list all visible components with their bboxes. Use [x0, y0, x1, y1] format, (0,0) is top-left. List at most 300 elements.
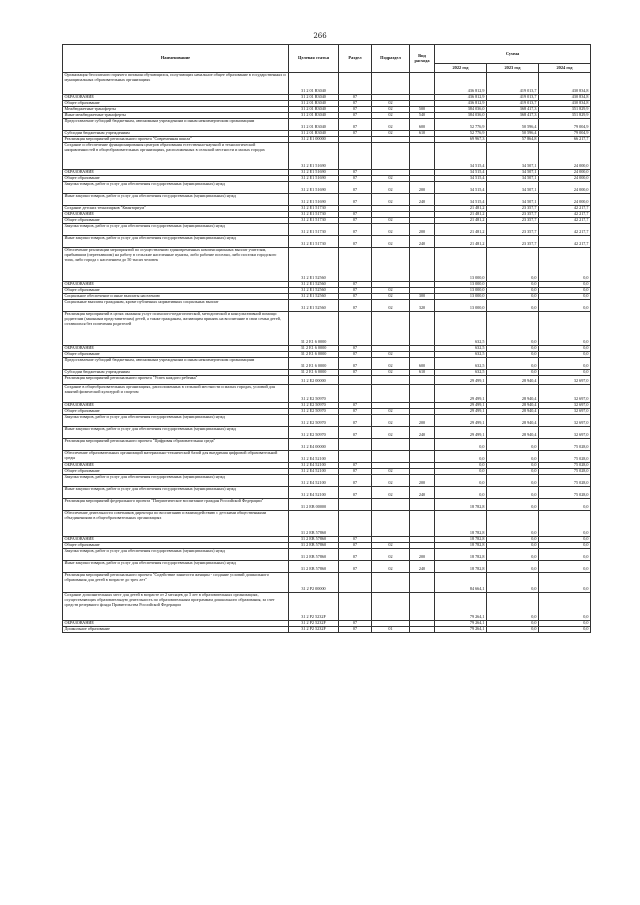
cell-sum-2024: 351 829,9	[539, 113, 591, 119]
cell-sum-2022: 0,0	[435, 439, 487, 451]
cell-section: 07	[339, 282, 372, 288]
cell-expense-type: 600	[410, 358, 435, 370]
cell-section: 07	[339, 131, 372, 137]
cell-subsection: 02	[372, 561, 410, 573]
cell-sum-2024: 24 000,0	[539, 182, 591, 194]
cell-name: Общее образование	[63, 409, 289, 415]
cell-section: 07	[339, 346, 372, 352]
cell-target-article: 31 2 01 R3040	[289, 101, 339, 107]
cell-sum-2023: 0,0	[487, 593, 539, 621]
cell-sum-2024: 0,0	[539, 549, 591, 561]
cell-target-article: 31 2 01 R3040	[289, 95, 339, 101]
cell-sum-2022: 18 782,8	[435, 543, 487, 549]
cell-sum-2022: 632,5	[435, 346, 487, 352]
table-body	[63, 73, 591, 633]
cell-sum-2023: 0,0	[487, 370, 539, 376]
cell-name: Реализация мероприятий регионального проекта "Современная школа"	[63, 137, 289, 143]
cell-subsection	[372, 376, 410, 385]
cell-sum-2024: 0,0	[539, 282, 591, 288]
cell-sum-2022: 84 664,1	[435, 573, 487, 593]
header-section: Раздел	[339, 45, 372, 73]
cell-sum-2022: 52 776,9	[435, 131, 487, 137]
cell-sum-2023: 0,0	[487, 621, 539, 627]
cell-expense-type	[410, 439, 435, 451]
cell-sum-2024: 0,0	[539, 346, 591, 352]
table-row	[63, 593, 591, 621]
cell-sum-2022: 0,0	[435, 487, 487, 499]
cell-sum-2024: 79 004,9	[539, 119, 591, 131]
header-expense-type: Вид расхода	[410, 45, 435, 73]
cell-section	[339, 593, 372, 621]
cell-target-article: 31 2 E1 6 0000	[289, 352, 339, 358]
cell-expense-type: 240	[410, 487, 435, 499]
cell-section: 07	[339, 170, 372, 176]
table-row	[63, 439, 591, 451]
cell-expense-type: 610	[410, 131, 435, 137]
cell-sum-2023: 0,0	[487, 561, 539, 573]
cell-target-article: 31 2 01 R3040	[289, 107, 339, 113]
cell-sum-2022: 13 000,0	[435, 288, 487, 294]
cell-target-article: 31 2 EB 57860	[289, 549, 339, 561]
cell-sum-2024: 430 834,8	[539, 73, 591, 95]
cell-sum-2024: 430 834,8	[539, 95, 591, 101]
cell-expense-type: 240	[410, 194, 435, 206]
cell-sum-2022: 632,5	[435, 312, 487, 346]
cell-subsection: 02	[372, 236, 410, 248]
cell-name: Обеспечение реализации мероприятий по осуществлению единовременных компенсационных выплат учителям, прибывшим (переехавшим) на работу в сельские населенные пункты, либо рабочие поселки, либо поселки городского типа, либо города с населением до 50 тысяч человек	[63, 248, 289, 282]
cell-sum-2024: 75 028,0	[539, 463, 591, 469]
cell-subsection: 02	[372, 370, 410, 376]
cell-expense-type: 500	[410, 107, 435, 113]
cell-name: Иные закупки товаров, работ и услуг для обеспечения государственных (муниципальных) нужд	[63, 561, 289, 573]
cell-expense-type	[410, 499, 435, 511]
cell-sum-2023: 0,0	[487, 543, 539, 549]
table-row	[63, 224, 591, 236]
cell-subsection	[372, 312, 410, 346]
cell-name: Социальные выплаты гражданам, кроме публичных нормативных социальных выплат	[63, 300, 289, 312]
cell-name: ОБРАЗОВАНИЕ	[63, 170, 289, 176]
cell-sum-2024: 24 000,0	[539, 170, 591, 176]
cell-section: 07	[339, 236, 372, 248]
cell-sum-2022: 29 499,1	[435, 409, 487, 415]
cell-sum-2022: 632,5	[435, 358, 487, 370]
cell-section: 07	[339, 469, 372, 475]
cell-target-article: 31 2 E1 51690	[289, 182, 339, 194]
cell-section: 07	[339, 218, 372, 224]
cell-target-article: 31 2 E4 52100	[289, 487, 339, 499]
table-row	[63, 119, 591, 131]
cell-target-article: 31 2 E2 50970	[289, 403, 339, 409]
cell-sum-2023: 23 357,7	[487, 206, 539, 212]
cell-sum-2022: 18 782,8	[435, 561, 487, 573]
cell-target-article: 31 2 E2 50970	[289, 409, 339, 415]
table-row	[63, 236, 591, 248]
cell-target-article: 31 2 E1 52560	[289, 288, 339, 294]
cell-subsection: 02	[372, 358, 410, 370]
cell-target-article: 31 2 E1 51730	[289, 206, 339, 212]
cell-subsection: 02	[372, 487, 410, 499]
cell-target-article: 31 2 01 R3040	[289, 119, 339, 131]
cell-section	[339, 143, 372, 170]
cell-sum-2022: 29 499,1	[435, 385, 487, 403]
cell-section: 07	[339, 107, 372, 113]
cell-sum-2024: 24 000,0	[539, 194, 591, 206]
header-year-2024: 2024 год	[539, 64, 591, 73]
header-subsection: Подраздел	[372, 45, 410, 73]
cell-section	[339, 451, 372, 463]
cell-name: ОБРАЗОВАНИЕ	[63, 463, 289, 469]
cell-subsection: 02	[372, 475, 410, 487]
cell-section: 07	[339, 101, 372, 107]
cell-sum-2024: 0,0	[539, 352, 591, 358]
cell-sum-2022: 21 481,2	[435, 218, 487, 224]
cell-expense-type: 200	[410, 415, 435, 427]
cell-target-article: 31 2 E1 6 0000	[289, 358, 339, 370]
cell-name: Организация бесплатного горячего питания обучающихся, получающих начальное общее образование в государственных и муниципальных образовательных организациях	[63, 73, 289, 95]
cell-name: Создание и обеспечение функционирования центров образования естественно-научной и технологической направленностей в общеобразовательных организациях, расположенных в сельской местности и малых городах	[63, 143, 289, 170]
cell-subsection: 02	[372, 182, 410, 194]
table-row	[63, 451, 591, 463]
cell-section: 07	[339, 403, 372, 409]
table-row	[63, 248, 591, 282]
table-row	[63, 358, 591, 370]
cell-target-article: 31 2 E4 52100	[289, 469, 339, 475]
cell-target-article: 31 2 E1 51690	[289, 170, 339, 176]
cell-name: Предоставление субсидий бюджетным, автономным учреждениям и иным некоммерческим организациям	[63, 358, 289, 370]
table-row	[63, 627, 591, 633]
cell-subsection: 02	[372, 107, 410, 113]
cell-section: 07	[339, 294, 372, 300]
cell-target-article: 31 2 P2 5232F	[289, 593, 339, 621]
cell-sum-2023: 0,0	[487, 463, 539, 469]
cell-sum-2024: 75 028,0	[539, 475, 591, 487]
cell-subsection	[372, 593, 410, 621]
table-row	[63, 487, 591, 499]
cell-section	[339, 248, 372, 282]
cell-subsection: 02	[372, 352, 410, 358]
table-row	[63, 499, 591, 511]
cell-name: Иные закупки товаров, работ и услуг для обеспечения государственных (муниципальных) нужд	[63, 427, 289, 439]
cell-name: ОБРАЗОВАНИЕ	[63, 212, 289, 218]
cell-expense-type: 610	[410, 370, 435, 376]
cell-sum-2022: 632,5	[435, 370, 487, 376]
cell-target-article: 31 2 E1 51690	[289, 143, 339, 170]
cell-name: Субсидии бюджетным учреждениям	[63, 131, 289, 137]
cell-expense-type	[410, 451, 435, 463]
cell-section: 07	[339, 463, 372, 469]
cell-subsection	[372, 499, 410, 511]
cell-sum-2023: 0,0	[487, 573, 539, 593]
cell-section: 07	[339, 621, 372, 627]
cell-target-article: 31 2 E4 52100	[289, 475, 339, 487]
cell-section: 07	[339, 537, 372, 543]
cell-section: 07	[339, 427, 372, 439]
cell-expense-type: 200	[410, 182, 435, 194]
cell-sum-2022: 21 481,2	[435, 224, 487, 236]
cell-sum-2024: 75 028,0	[539, 487, 591, 499]
cell-sum-2023: 23 357,7	[487, 218, 539, 224]
cell-sum-2024: 32 697,0	[539, 376, 591, 385]
table-header	[63, 45, 591, 73]
cell-name: ОБРАЗОВАНИЕ	[63, 403, 289, 409]
cell-sum-2022: 13 000,0	[435, 300, 487, 312]
cell-section: 07	[339, 549, 372, 561]
cell-subsection: 02	[372, 224, 410, 236]
cell-sum-2022: 29 499,1	[435, 427, 487, 439]
page-number: 266	[313, 32, 327, 40]
cell-name: ОБРАЗОВАНИЕ	[63, 95, 289, 101]
cell-sum-2023: 57 864,8	[487, 137, 539, 143]
cell-sum-2022: 18 782,8	[435, 537, 487, 543]
cell-sum-2022: 29 499,1	[435, 415, 487, 427]
table-row	[63, 182, 591, 194]
cell-sum-2022: 18 782,8	[435, 511, 487, 537]
cell-sum-2024: 0,0	[539, 537, 591, 543]
cell-sum-2023: 0,0	[487, 312, 539, 346]
cell-name: Общее образование	[63, 176, 289, 182]
cell-sum-2024: 66 217,7	[539, 137, 591, 143]
cell-name: Закупка товаров, работ и услуг для обеспечения государственных (муниципальных) нужд	[63, 415, 289, 427]
budget-table	[62, 44, 591, 633]
cell-sum-2023: 419 013,7	[487, 101, 539, 107]
cell-section: 07	[339, 300, 372, 312]
cell-sum-2023: 0,0	[487, 475, 539, 487]
cell-sum-2024: 0,0	[539, 627, 591, 633]
cell-target-article: 31 2 E4 52100	[289, 463, 339, 469]
cell-section	[339, 312, 372, 346]
cell-target-article: 31 2 E4 52100	[289, 451, 339, 463]
table-row	[63, 561, 591, 573]
cell-section: 07	[339, 475, 372, 487]
cell-sum-2022: 79 264,1	[435, 593, 487, 621]
cell-target-article: 31 2 E1 6 0000	[289, 312, 339, 346]
cell-sum-2023: 28 940,4	[487, 409, 539, 415]
table-row	[63, 312, 591, 346]
cell-name: Создание в общеобразовательных организациях, расположенных в сельской местности и малых городах, условий для занятий физической культурой и спортом	[63, 385, 289, 403]
cell-sum-2022: 13 000,0	[435, 282, 487, 288]
cell-sum-2022: 0,0	[435, 469, 487, 475]
cell-target-article: 31 2 EB 00000	[289, 499, 339, 511]
cell-section: 07	[339, 119, 372, 131]
cell-sum-2024: 0,0	[539, 499, 591, 511]
cell-expense-type	[410, 573, 435, 593]
cell-name: Иные закупки товаров, работ и услуг для обеспечения государственных (муниципальных) нужд	[63, 194, 289, 206]
cell-sum-2024: 32 697,0	[539, 415, 591, 427]
cell-section	[339, 499, 372, 511]
cell-section: 07	[339, 352, 372, 358]
cell-subsection: 02	[372, 294, 410, 300]
cell-section	[339, 73, 372, 95]
cell-name: ОБРАЗОВАНИЕ	[63, 621, 289, 627]
cell-sum-2023: 34 507,1	[487, 143, 539, 170]
cell-target-article: 31 2 E1 51730	[289, 236, 339, 248]
cell-subsection: 02	[372, 549, 410, 561]
cell-sum-2023: 0,0	[487, 300, 539, 312]
cell-target-article: 31 2 E2 50970	[289, 415, 339, 427]
cell-expense-type: 200	[410, 475, 435, 487]
cell-subsection: 02	[372, 101, 410, 107]
cell-target-article: 31 2 E1 52560	[289, 248, 339, 282]
cell-name: Иные межбюджетные трансферты	[63, 113, 289, 119]
cell-sum-2023: 0,0	[487, 248, 539, 282]
cell-sum-2022: 29 499,1	[435, 376, 487, 385]
cell-sum-2024: 42 217,7	[539, 218, 591, 224]
cell-sum-2022: 34 515,4	[435, 194, 487, 206]
cell-target-article: 31 2 E1 00000	[289, 137, 339, 143]
cell-subsection: 02	[372, 469, 410, 475]
table-row	[63, 511, 591, 537]
cell-subsection: 02	[372, 427, 410, 439]
cell-sum-2022: 436 812,9	[435, 95, 487, 101]
cell-expense-type: 600	[410, 119, 435, 131]
cell-sum-2024: 24 000,0	[539, 143, 591, 170]
header-name: Наименование	[63, 45, 289, 73]
cell-section	[339, 439, 372, 451]
cell-sum-2024: 42 217,7	[539, 224, 591, 236]
cell-subsection	[372, 573, 410, 593]
cell-name: Общее образование	[63, 352, 289, 358]
cell-sum-2023: 28 940,4	[487, 403, 539, 409]
cell-sum-2023: 0,0	[487, 549, 539, 561]
cell-subsection: 02	[372, 415, 410, 427]
cell-sum-2023: 0,0	[487, 282, 539, 288]
cell-sum-2024: 0,0	[539, 621, 591, 627]
cell-subsection: 02	[372, 218, 410, 224]
cell-sum-2023: 0,0	[487, 288, 539, 294]
cell-sum-2022: 0,0	[435, 451, 487, 463]
cell-sum-2024: 32 697,0	[539, 427, 591, 439]
cell-sum-2022: 18 782,8	[435, 499, 487, 511]
cell-name: Предоставление субсидий бюджетным, автономным учреждениям и иным некоммерческим организациям	[63, 119, 289, 131]
cell-sum-2023: 0,0	[487, 358, 539, 370]
cell-name: Иные закупки товаров, работ и услуг для обеспечения государственных (муниципальных) нужд	[63, 487, 289, 499]
cell-section: 07	[339, 176, 372, 182]
cell-sum-2023: 0,0	[487, 346, 539, 352]
cell-name: ОБРАЗОВАНИЕ	[63, 346, 289, 352]
cell-section: 07	[339, 288, 372, 294]
cell-sum-2024: 32 697,0	[539, 409, 591, 415]
cell-sum-2024: 430 834,8	[539, 101, 591, 107]
cell-section: 07	[339, 409, 372, 415]
cell-sum-2024: 0,0	[539, 358, 591, 370]
cell-subsection: 02	[372, 119, 410, 131]
cell-sum-2024: 0,0	[539, 294, 591, 300]
cell-sum-2024: 0,0	[539, 370, 591, 376]
cell-name: Закупка товаров, работ и услуг для обеспечения государственных (муниципальных) нужд	[63, 224, 289, 236]
table-row	[63, 300, 591, 312]
cell-name: Создание детских технопарков "Кванториум"	[63, 206, 289, 212]
cell-sum-2023: 50 596,4	[487, 131, 539, 137]
cell-name: Социальное обеспечение и иные выплаты населению	[63, 294, 289, 300]
cell-sum-2023: 28 940,4	[487, 385, 539, 403]
cell-sum-2022: 384 036,0	[435, 113, 487, 119]
cell-name: ОБРАЗОВАНИЕ	[63, 282, 289, 288]
cell-sum-2023: 0,0	[487, 294, 539, 300]
cell-target-article: 31 2 EB 57860	[289, 537, 339, 543]
cell-section	[339, 385, 372, 403]
table-row	[63, 549, 591, 561]
cell-sum-2024: 0,0	[539, 312, 591, 346]
cell-sum-2022: 13 000,0	[435, 248, 487, 282]
cell-sum-2024: 75 028,0	[539, 451, 591, 463]
header-sum: Сумма	[435, 45, 591, 64]
cell-expense-type	[410, 593, 435, 621]
header-year-2023: 2023 год	[487, 64, 539, 73]
cell-sum-2022: 79 264,1	[435, 621, 487, 627]
cell-sum-2022: 29 499,1	[435, 403, 487, 409]
cell-sum-2023: 368 417,3	[487, 107, 539, 113]
cell-sum-2023: 419 013,7	[487, 73, 539, 95]
cell-subsection: 02	[372, 131, 410, 137]
cell-sum-2023: 0,0	[487, 487, 539, 499]
cell-section: 07	[339, 627, 372, 633]
cell-section: 07	[339, 194, 372, 206]
cell-target-article: 31 2 E1 6 0000	[289, 346, 339, 352]
cell-section	[339, 511, 372, 537]
cell-sum-2022: 69 967,3	[435, 137, 487, 143]
cell-sum-2024: 0,0	[539, 511, 591, 537]
cell-target-article: 31 2 E1 52560	[289, 282, 339, 288]
cell-sum-2023: 0,0	[487, 451, 539, 463]
cell-target-article: 31 2 E2 50970	[289, 427, 339, 439]
cell-name: Дошкольное образование	[63, 627, 289, 633]
cell-sum-2024: 351 829,9	[539, 107, 591, 113]
table-row	[63, 376, 591, 385]
header-year-2022: 2022 год	[435, 64, 487, 73]
cell-name: Общее образование	[63, 469, 289, 475]
cell-target-article: 31 2 E1 51730	[289, 212, 339, 218]
cell-section: 07	[339, 543, 372, 549]
cell-subsection: 02	[372, 113, 410, 119]
cell-target-article: 31 2 P2 00000	[289, 573, 339, 593]
cell-sum-2022: 21 481,2	[435, 236, 487, 248]
header-target-article: Целевая статья	[289, 45, 339, 73]
cell-sum-2024: 32 697,0	[539, 385, 591, 403]
cell-target-article: 31 2 E1 51730	[289, 224, 339, 236]
cell-expense-type	[410, 73, 435, 95]
cell-subsection: 01	[372, 627, 410, 633]
cell-expense-type	[410, 312, 435, 346]
cell-sum-2023: 28 940,4	[487, 415, 539, 427]
cell-section: 07	[339, 224, 372, 236]
table-row	[63, 73, 591, 95]
cell-subsection: 02	[372, 176, 410, 182]
cell-sum-2023: 34 507,1	[487, 182, 539, 194]
cell-sum-2024: 0,0	[539, 561, 591, 573]
cell-sum-2022: 21 481,2	[435, 212, 487, 218]
cell-name: Общее образование	[63, 101, 289, 107]
cell-sum-2023: 34 507,1	[487, 170, 539, 176]
cell-sum-2022: 34 515,4	[435, 176, 487, 182]
cell-sum-2022: 0,0	[435, 475, 487, 487]
cell-subsection	[372, 248, 410, 282]
cell-name: Создание дополнительных мест для детей в возрасте от 2 месяцев до 3 лет в образовательных организациях, осуществляющих образовательную деятельность по образовательным программам дошкольного образования, за счет средств резервного фонда Правительства Российской Федерации	[63, 593, 289, 621]
table-row	[63, 143, 591, 170]
cell-expense-type	[410, 376, 435, 385]
cell-name: Общее образование	[63, 218, 289, 224]
cell-name: Закупка товаров, работ и услуг для обеспечения государственных (муниципальных) нужд	[63, 182, 289, 194]
cell-sum-2024: 0,0	[539, 593, 591, 621]
cell-sum-2023: 28 940,4	[487, 376, 539, 385]
cell-target-article: 31 2 E1 6 0000	[289, 370, 339, 376]
table-row	[63, 385, 591, 403]
cell-sum-2023: 0,0	[487, 469, 539, 475]
cell-sum-2023: 0,0	[487, 352, 539, 358]
cell-name: Общее образование	[63, 543, 289, 549]
cell-sum-2024: 75 028,0	[539, 469, 591, 475]
cell-sum-2022: 632,5	[435, 352, 487, 358]
cell-sum-2024: 24 000,0	[539, 176, 591, 182]
